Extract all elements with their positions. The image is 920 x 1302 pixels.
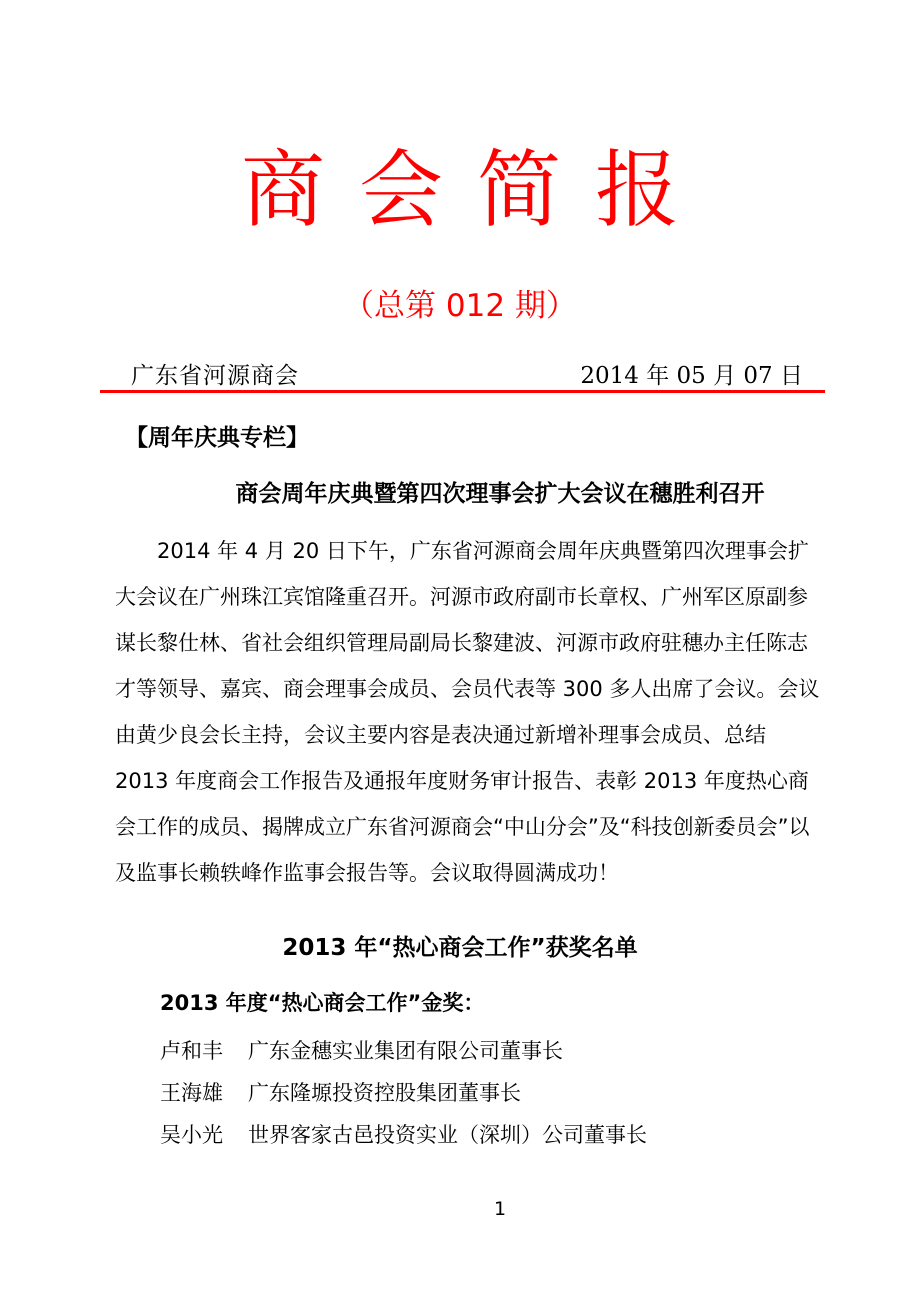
article-body [115, 528, 825, 896]
winner-name: 王海雄 [160, 1081, 223, 1105]
winner-title: 世界客家古邑投资实业（深圳）公司董事长 [248, 1123, 647, 1147]
award-list-title: 2013 年“热心商会工作”获奖名单 [282, 935, 638, 961]
page-number: 1 [493, 1198, 507, 1220]
list-item [160, 1072, 647, 1114]
article-body-text: 2014 年 4 月 20 日下午，广东省河源商会周年庆典暨第四次理事会扩大会议在广州珠江宾馆隆重召开。河源市政府副市长章权、广州军区原副参谋长黎仕林、省社会组织管理局副局长黎建波、河源市政府驻穗办主任陈志才等领导、嘉宾、商会理事会成员、会员代表等 300 多人出席了会议。会议由黄少良会长主持，会议主要内容是表决通过新增补理事会成员、总结 2013 年度商会工作报告及通报年度财务审计报告、表彰 2013 年度热心商会工作的成员、揭牌成立广东省河源商会“中山分会”及“科技创新委员会”以及监事长赖轶峰作监事会报告等。会议取得圆满成功！ [115, 539, 820, 885]
winner-title: 广东金穗实业集团有限公司董事长 [248, 1039, 563, 1063]
header-divider [100, 390, 825, 393]
winner-list [160, 1030, 647, 1156]
publish-date: 2014 年 05 月 07 日 [580, 363, 803, 389]
article-title: 商会周年庆典暨第四次理事会扩大会议在穗胜利召开 [235, 481, 765, 507]
winner-title: 广东隆塬投资控股集团董事长 [248, 1081, 521, 1105]
gold-award-label: 2013 年度“热心商会工作”金奖： [160, 991, 485, 1015]
list-item [160, 1114, 647, 1156]
winner-name: 吴小光 [160, 1123, 223, 1147]
organization-name: 广东省河源商会 [131, 363, 299, 389]
issue-number: （总第 012 期） [343, 288, 577, 324]
list-item [160, 1030, 647, 1072]
masthead-title: 商会简报 [240, 141, 713, 239]
winner-name: 卢和丰 [160, 1039, 223, 1063]
column-label: 【周年庆典专栏】 [125, 425, 309, 451]
